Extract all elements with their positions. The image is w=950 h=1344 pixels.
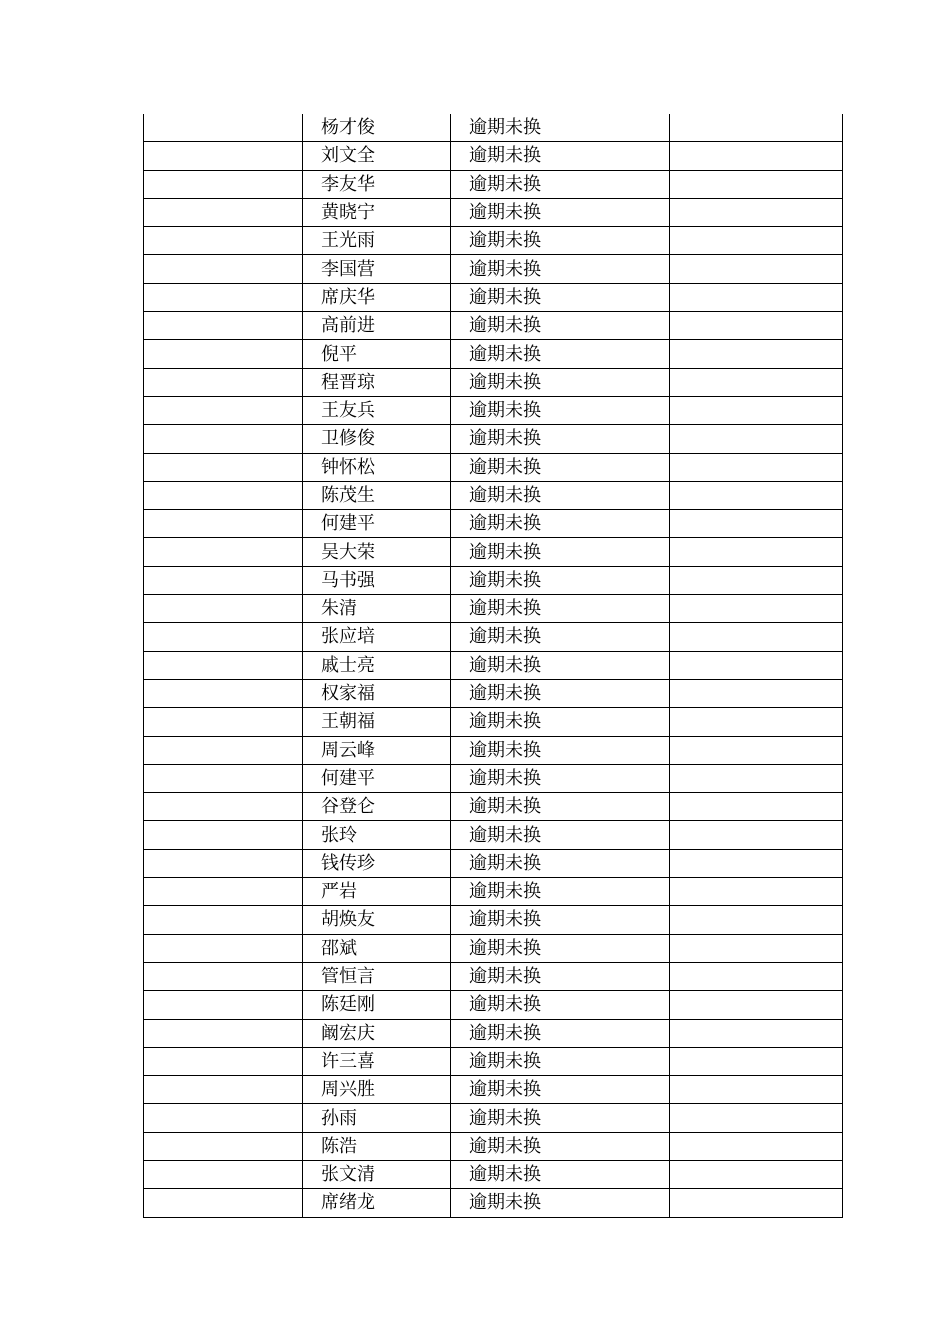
name-cell: 李友华	[303, 170, 451, 198]
table-row	[144, 425, 843, 453]
blank-cell	[144, 312, 303, 340]
table-row	[144, 1047, 843, 1075]
blank-cell	[144, 283, 303, 311]
status-cell: 逾期未换	[451, 396, 670, 424]
status-cell: 逾期未换	[451, 906, 670, 934]
status-cell: 逾期未换	[451, 368, 670, 396]
remark-cell	[670, 679, 843, 707]
name-cell: 何建平	[303, 510, 451, 538]
status-cell: 逾期未换	[451, 595, 670, 623]
remark-cell	[670, 764, 843, 792]
name-cell: 管恒言	[303, 962, 451, 990]
status-cell: 逾期未换	[451, 566, 670, 594]
name-cell: 黄晓宁	[303, 198, 451, 226]
status-cell: 逾期未换	[451, 538, 670, 566]
table-row	[144, 878, 843, 906]
blank-cell	[144, 1076, 303, 1104]
remark-cell	[670, 906, 843, 934]
name-cell: 许三喜	[303, 1047, 451, 1075]
status-cell: 逾期未换	[451, 679, 670, 707]
blank-cell	[144, 878, 303, 906]
blank-cell	[144, 227, 303, 255]
blank-cell	[144, 1019, 303, 1047]
blank-cell	[144, 170, 303, 198]
remark-cell	[670, 114, 843, 142]
status-cell: 逾期未换	[451, 283, 670, 311]
name-cell: 陈廷刚	[303, 991, 451, 1019]
table-row	[144, 566, 843, 594]
table-row	[144, 510, 843, 538]
status-cell: 逾期未换	[451, 114, 670, 142]
blank-cell	[144, 1132, 303, 1160]
blank-cell	[144, 368, 303, 396]
name-cell: 张应培	[303, 623, 451, 651]
blank-cell	[144, 340, 303, 368]
name-cell: 何建平	[303, 764, 451, 792]
blank-cell	[144, 1189, 303, 1217]
blank-cell	[144, 1104, 303, 1132]
remark-cell	[670, 736, 843, 764]
status-cell: 逾期未换	[451, 793, 670, 821]
name-cell: 孙雨	[303, 1104, 451, 1132]
status-cell: 逾期未换	[451, 849, 670, 877]
remark-cell	[670, 170, 843, 198]
table-row	[144, 1019, 843, 1047]
remark-cell	[670, 1160, 843, 1188]
table-row	[144, 1160, 843, 1188]
remark-cell	[670, 255, 843, 283]
status-cell: 逾期未换	[451, 170, 670, 198]
table-row	[144, 934, 843, 962]
table-row	[144, 198, 843, 226]
blank-cell	[144, 679, 303, 707]
name-cell: 权家福	[303, 679, 451, 707]
name-cell: 卫修俊	[303, 425, 451, 453]
blank-cell	[144, 934, 303, 962]
name-cell: 张文清	[303, 1160, 451, 1188]
name-cell: 周云峰	[303, 736, 451, 764]
table-row	[144, 651, 843, 679]
name-cell: 杨才俊	[303, 114, 451, 142]
name-cell: 高前进	[303, 312, 451, 340]
name-cell: 陈浩	[303, 1132, 451, 1160]
remark-cell	[670, 1047, 843, 1075]
status-cell: 逾期未换	[451, 962, 670, 990]
table-row	[144, 114, 843, 142]
status-cell: 逾期未换	[451, 1104, 670, 1132]
name-cell: 谷登仑	[303, 793, 451, 821]
name-cell: 李国营	[303, 255, 451, 283]
status-cell: 逾期未换	[451, 764, 670, 792]
remark-cell	[670, 142, 843, 170]
name-cell: 程晋琼	[303, 368, 451, 396]
blank-cell	[144, 764, 303, 792]
table-row	[144, 793, 843, 821]
table-row	[144, 623, 843, 651]
blank-cell	[144, 906, 303, 934]
blank-cell	[144, 821, 303, 849]
remark-cell	[670, 227, 843, 255]
name-cell: 王光雨	[303, 227, 451, 255]
status-cell: 逾期未换	[451, 340, 670, 368]
blank-cell	[144, 1047, 303, 1075]
status-cell: 逾期未换	[451, 708, 670, 736]
name-cell: 朱清	[303, 595, 451, 623]
table-row	[144, 340, 843, 368]
remark-cell	[670, 849, 843, 877]
blank-cell	[144, 510, 303, 538]
remark-cell	[670, 453, 843, 481]
blank-cell	[144, 736, 303, 764]
blank-cell	[144, 962, 303, 990]
table-row	[144, 142, 843, 170]
remark-cell	[670, 283, 843, 311]
table-row	[144, 962, 843, 990]
remark-cell	[670, 1132, 843, 1160]
status-cell: 逾期未换	[451, 1019, 670, 1047]
blank-cell	[144, 1160, 303, 1188]
remark-cell	[670, 510, 843, 538]
status-cell: 逾期未换	[451, 736, 670, 764]
remark-cell	[670, 1104, 843, 1132]
remark-cell	[670, 991, 843, 1019]
table-row	[144, 764, 843, 792]
name-cell: 陈茂生	[303, 481, 451, 509]
blank-cell	[144, 623, 303, 651]
table-row	[144, 1076, 843, 1104]
status-cell: 逾期未换	[451, 453, 670, 481]
name-cell: 马书强	[303, 566, 451, 594]
status-cell: 逾期未换	[451, 198, 670, 226]
remark-cell	[670, 821, 843, 849]
table-row	[144, 1132, 843, 1160]
table-row	[144, 255, 843, 283]
name-cell: 钱传珍	[303, 849, 451, 877]
remark-cell	[670, 1189, 843, 1217]
remark-cell	[670, 651, 843, 679]
blank-cell	[144, 849, 303, 877]
table-row	[144, 849, 843, 877]
table-row	[144, 1104, 843, 1132]
remark-cell	[670, 368, 843, 396]
remark-cell	[670, 623, 843, 651]
table-row	[144, 991, 843, 1019]
status-cell: 逾期未换	[451, 651, 670, 679]
status-cell: 逾期未换	[451, 934, 670, 962]
status-cell: 逾期未换	[451, 1047, 670, 1075]
status-cell: 逾期未换	[451, 255, 670, 283]
blank-cell	[144, 255, 303, 283]
name-cell: 席绪龙	[303, 1189, 451, 1217]
name-cell: 刘文全	[303, 142, 451, 170]
table-row	[144, 1189, 843, 1217]
blank-cell	[144, 651, 303, 679]
blank-cell	[144, 142, 303, 170]
name-cell: 严岩	[303, 878, 451, 906]
name-cell: 倪平	[303, 340, 451, 368]
status-cell: 逾期未换	[451, 1160, 670, 1188]
remark-cell	[670, 934, 843, 962]
table-row	[144, 453, 843, 481]
blank-cell	[144, 595, 303, 623]
remark-cell	[670, 962, 843, 990]
roster-table-body	[144, 114, 843, 1217]
status-cell: 逾期未换	[451, 821, 670, 849]
blank-cell	[144, 453, 303, 481]
remark-cell	[670, 566, 843, 594]
remark-cell	[670, 481, 843, 509]
table-row	[144, 312, 843, 340]
name-cell: 胡焕友	[303, 906, 451, 934]
status-cell: 逾期未换	[451, 227, 670, 255]
status-cell: 逾期未换	[451, 1132, 670, 1160]
table-row	[144, 227, 843, 255]
remark-cell	[670, 198, 843, 226]
blank-cell	[144, 991, 303, 1019]
name-cell: 戚士亮	[303, 651, 451, 679]
name-cell: 阚宏庆	[303, 1019, 451, 1047]
name-cell: 周兴胜	[303, 1076, 451, 1104]
remark-cell	[670, 878, 843, 906]
status-cell: 逾期未换	[451, 142, 670, 170]
status-cell: 逾期未换	[451, 1076, 670, 1104]
table-row	[144, 595, 843, 623]
table-row	[144, 736, 843, 764]
name-cell: 邵斌	[303, 934, 451, 962]
remark-cell	[670, 708, 843, 736]
table-row	[144, 283, 843, 311]
name-cell: 吴大荣	[303, 538, 451, 566]
blank-cell	[144, 114, 303, 142]
blank-cell	[144, 425, 303, 453]
name-cell: 钟怀松	[303, 453, 451, 481]
remark-cell	[670, 425, 843, 453]
remark-cell	[670, 1019, 843, 1047]
status-cell: 逾期未换	[451, 425, 670, 453]
table-row	[144, 368, 843, 396]
blank-cell	[144, 793, 303, 821]
status-cell: 逾期未换	[451, 1189, 670, 1217]
blank-cell	[144, 481, 303, 509]
table-row	[144, 481, 843, 509]
blank-cell	[144, 198, 303, 226]
remark-cell	[670, 595, 843, 623]
name-cell: 王友兵	[303, 396, 451, 424]
name-cell: 王朝福	[303, 708, 451, 736]
status-cell: 逾期未换	[451, 878, 670, 906]
table-row	[144, 170, 843, 198]
status-cell: 逾期未换	[451, 623, 670, 651]
table-row	[144, 906, 843, 934]
blank-cell	[144, 566, 303, 594]
remark-cell	[670, 396, 843, 424]
table-row	[144, 396, 843, 424]
remark-cell	[670, 312, 843, 340]
name-cell: 张玲	[303, 821, 451, 849]
table-row	[144, 679, 843, 707]
status-cell: 逾期未换	[451, 510, 670, 538]
blank-cell	[144, 396, 303, 424]
status-cell: 逾期未换	[451, 481, 670, 509]
blank-cell	[144, 538, 303, 566]
remark-cell	[670, 538, 843, 566]
table-row	[144, 821, 843, 849]
table-row	[144, 538, 843, 566]
name-cell: 席庆华	[303, 283, 451, 311]
blank-cell	[144, 708, 303, 736]
status-cell: 逾期未换	[451, 991, 670, 1019]
remark-cell	[670, 340, 843, 368]
remark-cell	[670, 1076, 843, 1104]
table-row	[144, 708, 843, 736]
status-cell: 逾期未换	[451, 312, 670, 340]
roster-table	[143, 114, 843, 1218]
remark-cell	[670, 793, 843, 821]
